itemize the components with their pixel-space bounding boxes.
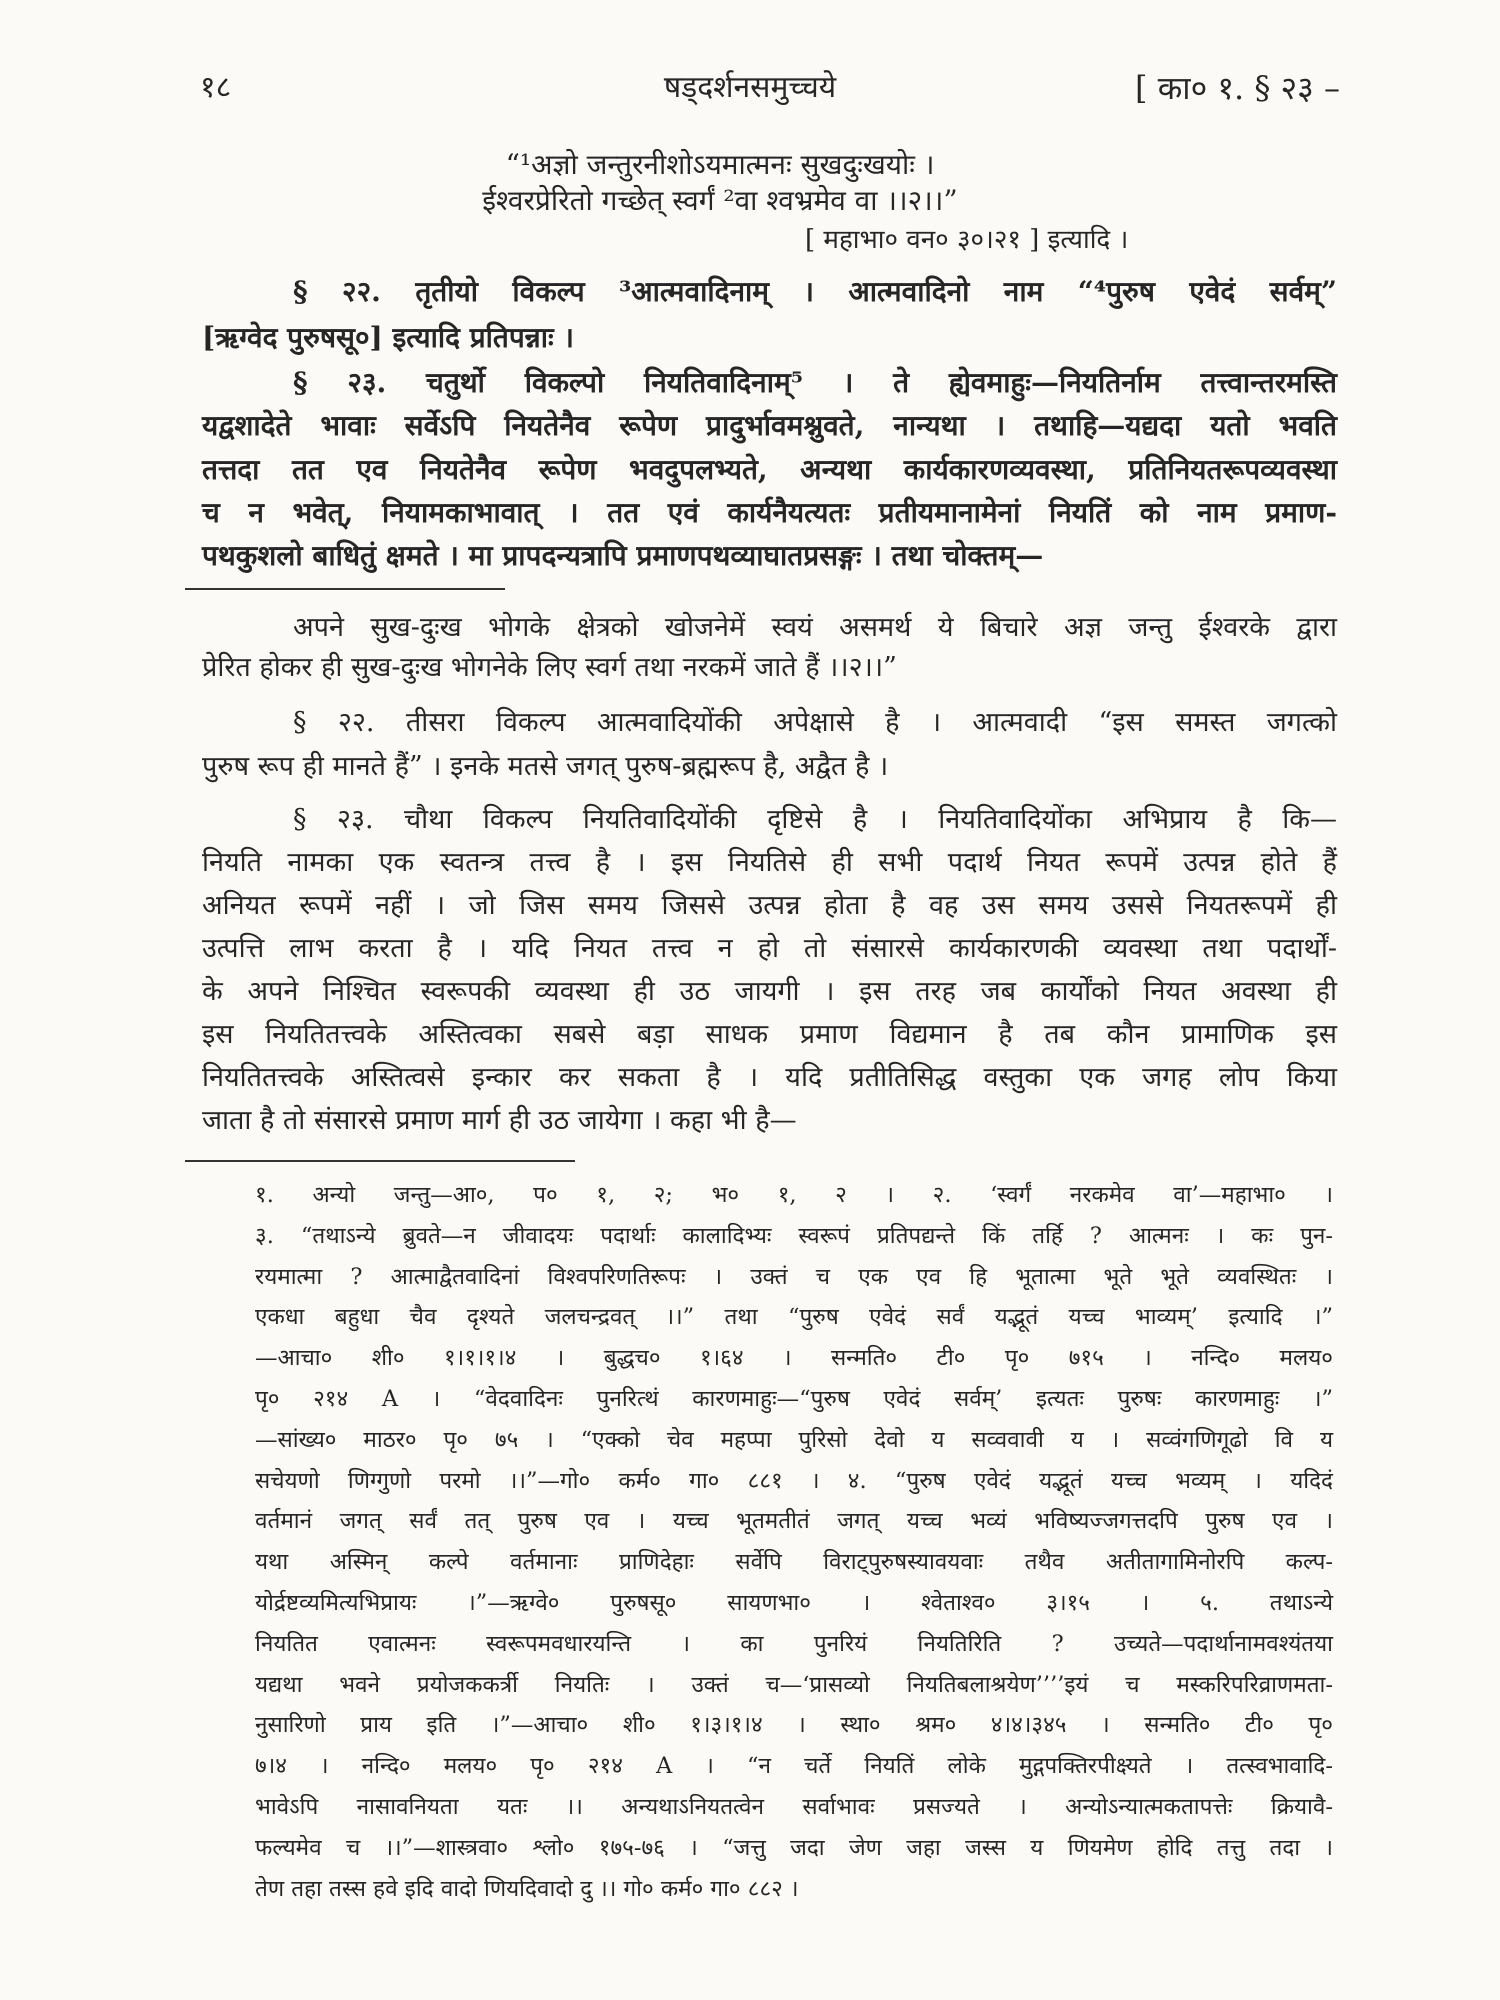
footnote-line: —सांख्य० माठर० पृ० ७५ । “एक्को चेव महप्पा पुरिसो देवो य सव्ववावी य । सव्वंगणिगूढो वि य — [255, 1426, 1333, 1453]
section-reference: [ का० १. § २३ – — [1135, 69, 1340, 107]
footnote-line: ३. “तथाऽन्ये ब्रुवते—न जीवादयः पदार्थाः कालादिभ्यः स्वरूपं प्रतिपद्यन्ते किं तर्हि ? आत्मनः । कः पुन- — [255, 1222, 1333, 1249]
text-line: तत्तदा तत एव नियतेनैव रूपेण भवदुपलभ्यते, अन्यथा कार्यकारणव्यवस्था, प्रतिनियतरूपव्यवस्था — [202, 452, 1337, 486]
footnotes — [255, 1175, 1333, 1909]
footnote-line: ७।४ । नन्दि० मलय० पृ० २१४ A । “न चर्ते नियतिं लोके मुद्गपक्तिरपीक्ष्यते । तत्स्वभावादि- — [255, 1753, 1333, 1780]
sanskrit-paragraph-23 — [202, 361, 1337, 577]
text-line: नियति नामका एक स्वतन्त्र तत्त्व है । इस नियतिसे ही सभी पदार्थ नियत रूपमें उत्पन्न होते हैं — [202, 847, 1337, 878]
footnote-line: —आचा० शी० १।१।१।४ । बुद्धच० १।६४ । सन्मति० टी० पृ० ७१५ । नन्दि० मलय० — [255, 1345, 1333, 1372]
footnote-line: भावेऽपि नासावनियता यतः ।। अन्यथाऽनियतत्वेन सर्वाभावः प्रसज्यते । अन्योऽन्यात्मकतापत्तेः क्रियावै- — [255, 1793, 1333, 1820]
text-line: पुरुष रूप ही मानते हैं” । इनके मतसे जगत् पुरुष-ब्रह्मरूप है, अद्वैत है । — [202, 751, 889, 782]
footnote-line: यथा अस्मिन् कल्पे वर्तमानाः प्राणिदेहाः सर्वेपि विराट्पुरुषस्यावयवाः तथैव अतीतागामिनोरपि कल्प- — [255, 1549, 1333, 1576]
text-line: अनियत रूपमें नहीं । जो जिस समय जिससे उत्पन्न होता है वह उस समय उससे नियतरूपमें ही — [202, 890, 1337, 921]
footnote-line: फल्यमेव च ।।”—शास्त्रवा० श्लो० १७५-७६ । “जत्तु जदा जेण जहा जस्स य णियमेण होदि तत्तु तदा । — [255, 1834, 1333, 1861]
text-line: पथकुशलो बाधितुं क्षमते । मा प्रापदन्यत्रापि प्रमाणपथव्याघातप्रसङ्गः । तथा चोक्तम्— — [202, 539, 1044, 573]
text-line: प्रेरित होकर ही सुख-दुःख भोगनेके लिए स्वर्ग तथा नरकमें जाते हैं ।।२।।” — [202, 652, 897, 683]
section-divider — [185, 588, 505, 590]
verse-line: ईश्वरप्रेरितो गच्छेत् स्वर्गं ²वा श्वभ्रमेव वा ।।२।।” — [482, 184, 958, 217]
footnote-line: सचेयणो णिग्गुणो परमो ।।”—गो० कर्म० गा० ८८१ । ४. “पुरुष एवेदं यद्भूतं यच्च भव्यम् । यदिदं — [255, 1467, 1333, 1494]
footnote-line: नुसारिणो प्राय इति ।”—आचा० शी० १।३।१।४ । स्था० श्रम० ४।४।३४५ । सन्मति० टी० पृ० — [255, 1712, 1333, 1739]
text-line: के अपने निश्चित स्वरूपकी व्यवस्था ही उठ जायगी । इस तरह जब कार्योंको नियत अवस्था ही — [202, 976, 1337, 1007]
text-line: च न भवेत्, नियामकाभावात् । तत एवं कार्यनैयत्यतः प्रतीयमानामेनां नियतिं को नाम प्रमाण- — [202, 495, 1337, 529]
footnote-line: तेण तहा तस्स हवे इदि वादो णियदिवादो दु ।। गो० कर्म० गा० ८८२ । — [255, 1875, 799, 1902]
verse-citation: [ महाभा० वन० ३०।२१ ] इत्यादि । — [805, 225, 1129, 255]
footnote-divider — [185, 1160, 575, 1162]
footnote-line: एकधा बहुधा चैव दृश्यते जलचन्द्रवत् ।।” तथा “पुरुष एवेदं सर्वं यद्भूतं यच्च भाव्यम्’ इत्यादि ।” — [255, 1304, 1333, 1331]
text-line: [ऋग्वेद पुरुषसू०] इत्यादि प्रतिपन्नाः । — [202, 321, 575, 354]
footnote-line: पृ० २१४ A । “वेदवादिनः पुनरित्थं कारणमाहुः—“पुरुष एवेदं सर्वम्’ इत्यतः पुरुषः कारणमाहुः ।” — [255, 1385, 1333, 1412]
text-line: जाता है तो संसारसे प्रमाण मार्ग ही उठ जायेगा । कहा भी है— — [202, 1105, 797, 1136]
hindi-paragraph-22 — [202, 701, 1337, 789]
text-line: उत्पत्ति लाभ करता है । यदि नियत तत्त्व न हो तो संसारसे कार्यकारणकी व्यवस्था तथा पदार्थों- — [202, 933, 1337, 964]
page-number: १८ — [200, 70, 232, 105]
footnote-line: रयमात्मा ? आत्माद्वैतवादिनां विश्वपरिणतिरूपः । उक्तं च एक एव हि भूतात्मा भूते भूते व्यवस्थितः । — [255, 1263, 1333, 1290]
footnote-line: योर्द्रष्टव्यमित्यभिप्रायः ।”—ऋग्वे० पुरुषसू० सायणभा० । श्वेताश्व० ३।१५ । ५. तथाऽन्ये — [255, 1589, 1333, 1616]
text-line: यद्वशादेते भावाः सर्वेऽपि नियतेनैव रूपेण प्रादुर्भावमश्नुवते, नान्यथा । तथाहि—यद्यदा यतो भवति — [202, 409, 1337, 443]
hindi-paragraph-23 — [202, 798, 1337, 1142]
footnote-line: वर्तमानं जगत् सर्वं तत् पुरुष एव । यच्च भूतमतीतं जगत् यच्च भव्यं भविष्यज्जगत्तदपि पुरुष एव । — [255, 1508, 1333, 1535]
text-line: § २२. तीसरा विकल्प आत्मवादियोंकी अपेक्षासे है । आत्मवादी “इस समस्त जगत्को — [293, 707, 1337, 738]
text-line: इस नियतितत्त्वके अस्तित्वका सबसे बड़ा साधक प्रमाण विद्यमान है तब कौन प्रामाणिक इस — [202, 1019, 1337, 1050]
text-line: नियतितत्त्वके अस्तित्वसे इन्कार कर सकता है । यदि प्रतीतिसिद्ध वस्तुका एक जगह लोप किया — [202, 1062, 1337, 1093]
footnote-line: नियतित एवात्मनः स्वरूपमवधारयन्ति । का पुनरियं नियतिरिति ? उच्यते—पदार्थानामवश्यंतया — [255, 1630, 1333, 1657]
running-title: षड्दर्शनसमुच्चये — [663, 70, 837, 105]
verse-line: “¹अज्ञो जन्तुरनीशोऽयमात्मनः सुखदुःखयोः । — [505, 148, 935, 181]
text-line: § २३. चौथा विकल्प नियतिवादियोंकी दृष्टिसे है । नियतिवादियोंका अभिप्राय है कि— — [293, 804, 1337, 835]
text-line: अपने सुख-दुःख भोगके क्षेत्रको खोजनेमें स्वयं असमर्थ ये बिचारे अज्ञ जन्तु ईश्वरके द्वारा — [293, 612, 1337, 643]
text-line: § २३. चतुर्थो विकल्पो नियतिवादिनाम्⁵ । ते ह्येवमाहुः—नियतिर्नाम तत्त्वान्तरमस्ति — [293, 366, 1337, 399]
hindi-translation-verse — [202, 608, 1337, 688]
footnote-line: यद्यथा भवने प्रयोजककर्त्री नियतिः । उक्तं च—‘प्रासव्यो नियतिबलाश्रयेण’’’’इयं च मस्करिपरिव्राणमता- — [255, 1671, 1333, 1698]
sanskrit-paragraph-22 — [202, 269, 1337, 361]
footnote-line: १. अन्यो जन्तु—आ०, प० १, २; भ० १, २ । २. ‘स्वर्गं नरकमेव वा’—महाभा० । — [255, 1182, 1333, 1208]
text-line: § २२. तृतीयो विकल्प ³आत्मवादिनाम् । आत्मवादिनो नाम “⁴पुरुष एवेदं सर्वम्” — [293, 275, 1337, 308]
